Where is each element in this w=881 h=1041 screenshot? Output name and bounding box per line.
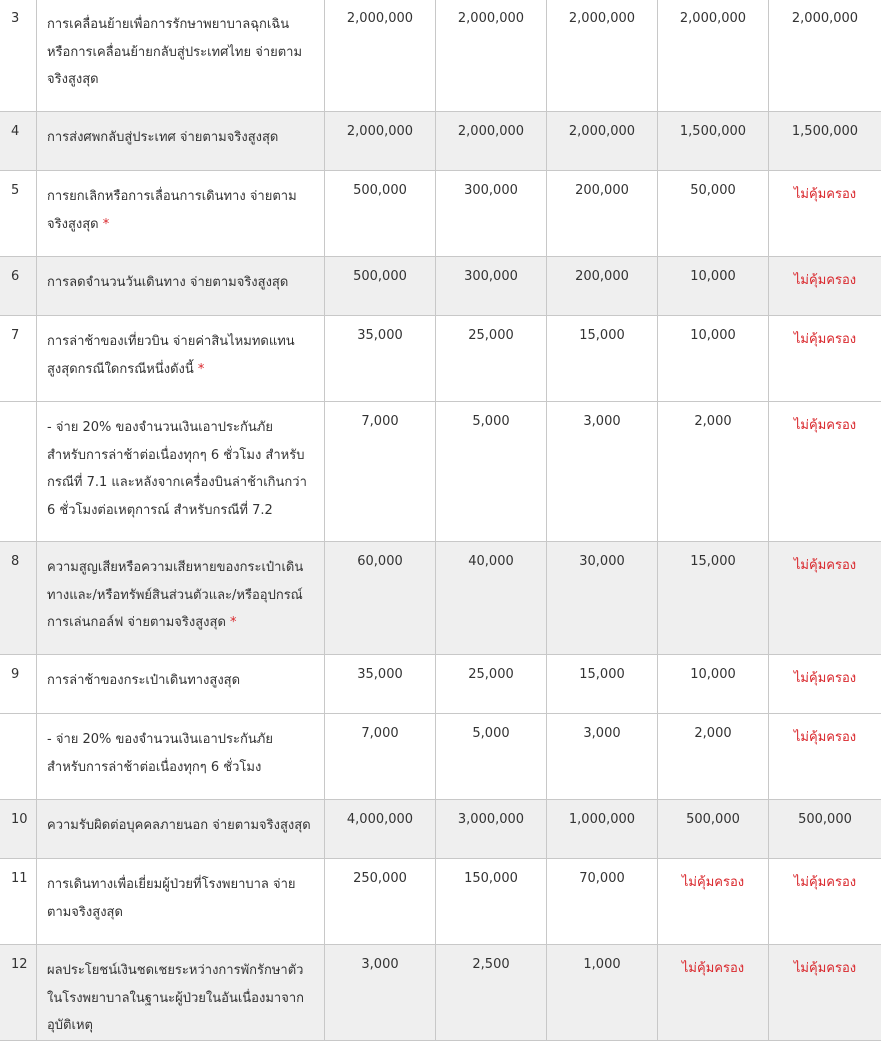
table-row	[0, 655, 881, 714]
table-row	[0, 714, 881, 800]
plan-2-amount: 300,000	[436, 257, 547, 316]
coverage-description	[37, 655, 325, 714]
plan-5-amount: ไม่คุ้มครอง	[769, 316, 881, 402]
plan-3-amount: 1,000,000	[547, 800, 658, 859]
plan-2-amount: 3,000,000	[436, 800, 547, 859]
description-text: - จ่าย 20% ของจำนวนเงินเอาประกันภัย สำหรับการล่าช้าต่อเนื่องทุกๆ 6 ชั่วโมง สำหรับ กรณีที่ 7.1 และหลังจากเครื่องบินล่าช้าเกินกว่า 6 ชั่วโมงต่อเหตุการณ์ สำหรับกรณีที่ 7.2	[47, 420, 307, 518]
condition-asterisk: *	[198, 362, 205, 377]
condition-asterisk: *	[230, 615, 237, 630]
condition-asterisk: *	[103, 217, 110, 232]
plan-3-amount: 200,000	[547, 257, 658, 316]
row-number: 5	[0, 171, 37, 257]
plan-5-amount: ไม่คุ้มครอง	[769, 655, 881, 714]
plan-5-amount: 1,500,000	[769, 112, 881, 171]
plan-2-amount: 40,000	[436, 542, 547, 655]
plan-3-amount: 15,000	[547, 316, 658, 402]
table-row	[0, 402, 881, 542]
row-number: 12	[0, 945, 37, 1041]
row-number: 4	[0, 112, 37, 171]
plan-5-amount: ไม่คุ้มครอง	[769, 945, 881, 1041]
plan-3-amount: 3,000	[547, 402, 658, 542]
coverage-description	[37, 714, 325, 800]
plan-4-amount: ไม่คุ้มครอง	[658, 945, 769, 1041]
row-number	[0, 714, 37, 800]
coverage-description	[37, 945, 325, 1041]
table-row	[0, 945, 881, 1041]
plan-2-amount: 2,000,000	[436, 0, 547, 112]
description-text: - จ่าย 20% ของจำนวนเงินเอาประกันภัย สำหรับการล่าช้าต่อเนื่องทุกๆ 6 ชั่วโมง	[47, 732, 273, 775]
plan-2-amount: 25,000	[436, 655, 547, 714]
description-text: การล่าช้าของกระเป๋าเดินทางสูงสุด	[47, 673, 240, 688]
table-row	[0, 171, 881, 257]
row-number: 8	[0, 542, 37, 655]
plan-2-amount: 25,000	[436, 316, 547, 402]
plan-3-amount: 30,000	[547, 542, 658, 655]
plan-5-amount: 2,000,000	[769, 0, 881, 112]
plan-2-amount: 150,000	[436, 859, 547, 945]
description-text: การยกเลิกหรือการเลื่อนการเดินทาง จ่ายตามจริงสูงสุด	[47, 189, 297, 232]
plan-3-amount: 70,000	[547, 859, 658, 945]
plan-3-amount: 2,000,000	[547, 112, 658, 171]
plan-4-amount: 1,500,000	[658, 112, 769, 171]
plan-3-amount: 200,000	[547, 171, 658, 257]
plan-4-amount: 10,000	[658, 316, 769, 402]
plan-4-amount: 500,000	[658, 800, 769, 859]
description-text: ความสูญเสียหรือความเสียหายของกระเป๋าเดินทางและ/หรือทรัพย์สินส่วนตัวและ/หรืออุปกรณ์การเล่นกอล์ฟ จ่ายตามจริงสูงสุด	[47, 560, 303, 630]
coverage-description	[37, 112, 325, 171]
plan-3-amount: 2,000,000	[547, 0, 658, 112]
plan-1-amount: 4,000,000	[325, 800, 436, 859]
table-row	[0, 542, 881, 655]
plan-3-amount: 3,000	[547, 714, 658, 800]
row-number: 10	[0, 800, 37, 859]
table-row	[0, 257, 881, 316]
description-text: การเคลื่อนย้ายเพื่อการรักษาพยาบาลฉุกเฉิน หรือการเคลื่อนย้ายกลับสู่ประเทศไทย จ่ายตามจริงสูงสุด	[47, 17, 302, 87]
plan-5-amount: ไม่คุ้มครอง	[769, 542, 881, 655]
table-row	[0, 800, 881, 859]
plan-2-amount: 2,500	[436, 945, 547, 1041]
coverage-description	[37, 316, 325, 402]
plan-1-amount: 7,000	[325, 402, 436, 542]
description-text: ผลประโยชน์เงินชดเชยระหว่างการพักรักษาตัวในโรงพยาบาลในฐานะผู้ป่วยในอันเนื่องมาจากอุบัติเหตุ	[47, 963, 304, 1033]
description-text: ความรับผิดต่อบุคคลภายนอก จ่ายตามจริงสูงสุด	[47, 818, 311, 833]
plan-1-amount: 7,000	[325, 714, 436, 800]
plan-4-amount: 2,000	[658, 714, 769, 800]
plan-1-amount: 35,000	[325, 316, 436, 402]
coverage-description	[37, 171, 325, 257]
plan-5-amount: ไม่คุ้มครอง	[769, 257, 881, 316]
description-text: การล่าช้าของเที่ยวบิน จ่ายค่าสินไหมทดแทนสูงสุดกรณีใดกรณีหนึ่งดังนี้	[47, 334, 295, 377]
plan-2-amount: 300,000	[436, 171, 547, 257]
row-number: 7	[0, 316, 37, 402]
coverage-description	[37, 257, 325, 316]
plan-1-amount: 35,000	[325, 655, 436, 714]
coverage-description	[37, 402, 325, 542]
coverage-description	[37, 800, 325, 859]
description-text: การเดินทางเพื่อเยี่ยมผู้ป่วยที่โรงพยาบาล จ่ายตามจริงสูงสุด	[47, 877, 296, 920]
row-number: 6	[0, 257, 37, 316]
table-row	[0, 316, 881, 402]
plan-1-amount: 3,000	[325, 945, 436, 1041]
plan-5-amount: ไม่คุ้มครอง	[769, 714, 881, 800]
row-number: 11	[0, 859, 37, 945]
plan-4-amount: 2,000	[658, 402, 769, 542]
coverage-description	[37, 859, 325, 945]
table-row	[0, 112, 881, 171]
plan-5-amount: ไม่คุ้มครอง	[769, 859, 881, 945]
plan-2-amount: 5,000	[436, 714, 547, 800]
row-number: 3	[0, 0, 37, 112]
plan-2-amount: 5,000	[436, 402, 547, 542]
plan-4-amount: 50,000	[658, 171, 769, 257]
plan-1-amount: 500,000	[325, 171, 436, 257]
row-number: 9	[0, 655, 37, 714]
description-text: การส่งศพกลับสู่ประเทศ จ่ายตามจริงสูงสุด	[47, 130, 278, 145]
coverage-description	[37, 0, 325, 112]
description-text: การลดจำนวนวันเดินทาง จ่ายตามจริงสูงสุด	[47, 275, 288, 290]
plan-4-amount: 2,000,000	[658, 0, 769, 112]
row-number	[0, 402, 37, 542]
coverage-description	[37, 542, 325, 655]
plan-5-amount: ไม่คุ้มครอง	[769, 402, 881, 542]
plan-4-amount: 15,000	[658, 542, 769, 655]
plan-3-amount: 1,000	[547, 945, 658, 1041]
plan-1-amount: 2,000,000	[325, 0, 436, 112]
plan-4-amount: 10,000	[658, 655, 769, 714]
plan-2-amount: 2,000,000	[436, 112, 547, 171]
plan-4-amount: ไม่คุ้มครอง	[658, 859, 769, 945]
plan-1-amount: 500,000	[325, 257, 436, 316]
plan-4-amount: 10,000	[658, 257, 769, 316]
plan-1-amount: 2,000,000	[325, 112, 436, 171]
plan-1-amount: 250,000	[325, 859, 436, 945]
plan-5-amount: 500,000	[769, 800, 881, 859]
table-row	[0, 859, 881, 945]
plan-1-amount: 60,000	[325, 542, 436, 655]
plan-5-amount: ไม่คุ้มครอง	[769, 171, 881, 257]
table-row	[0, 0, 881, 112]
plan-3-amount: 15,000	[547, 655, 658, 714]
